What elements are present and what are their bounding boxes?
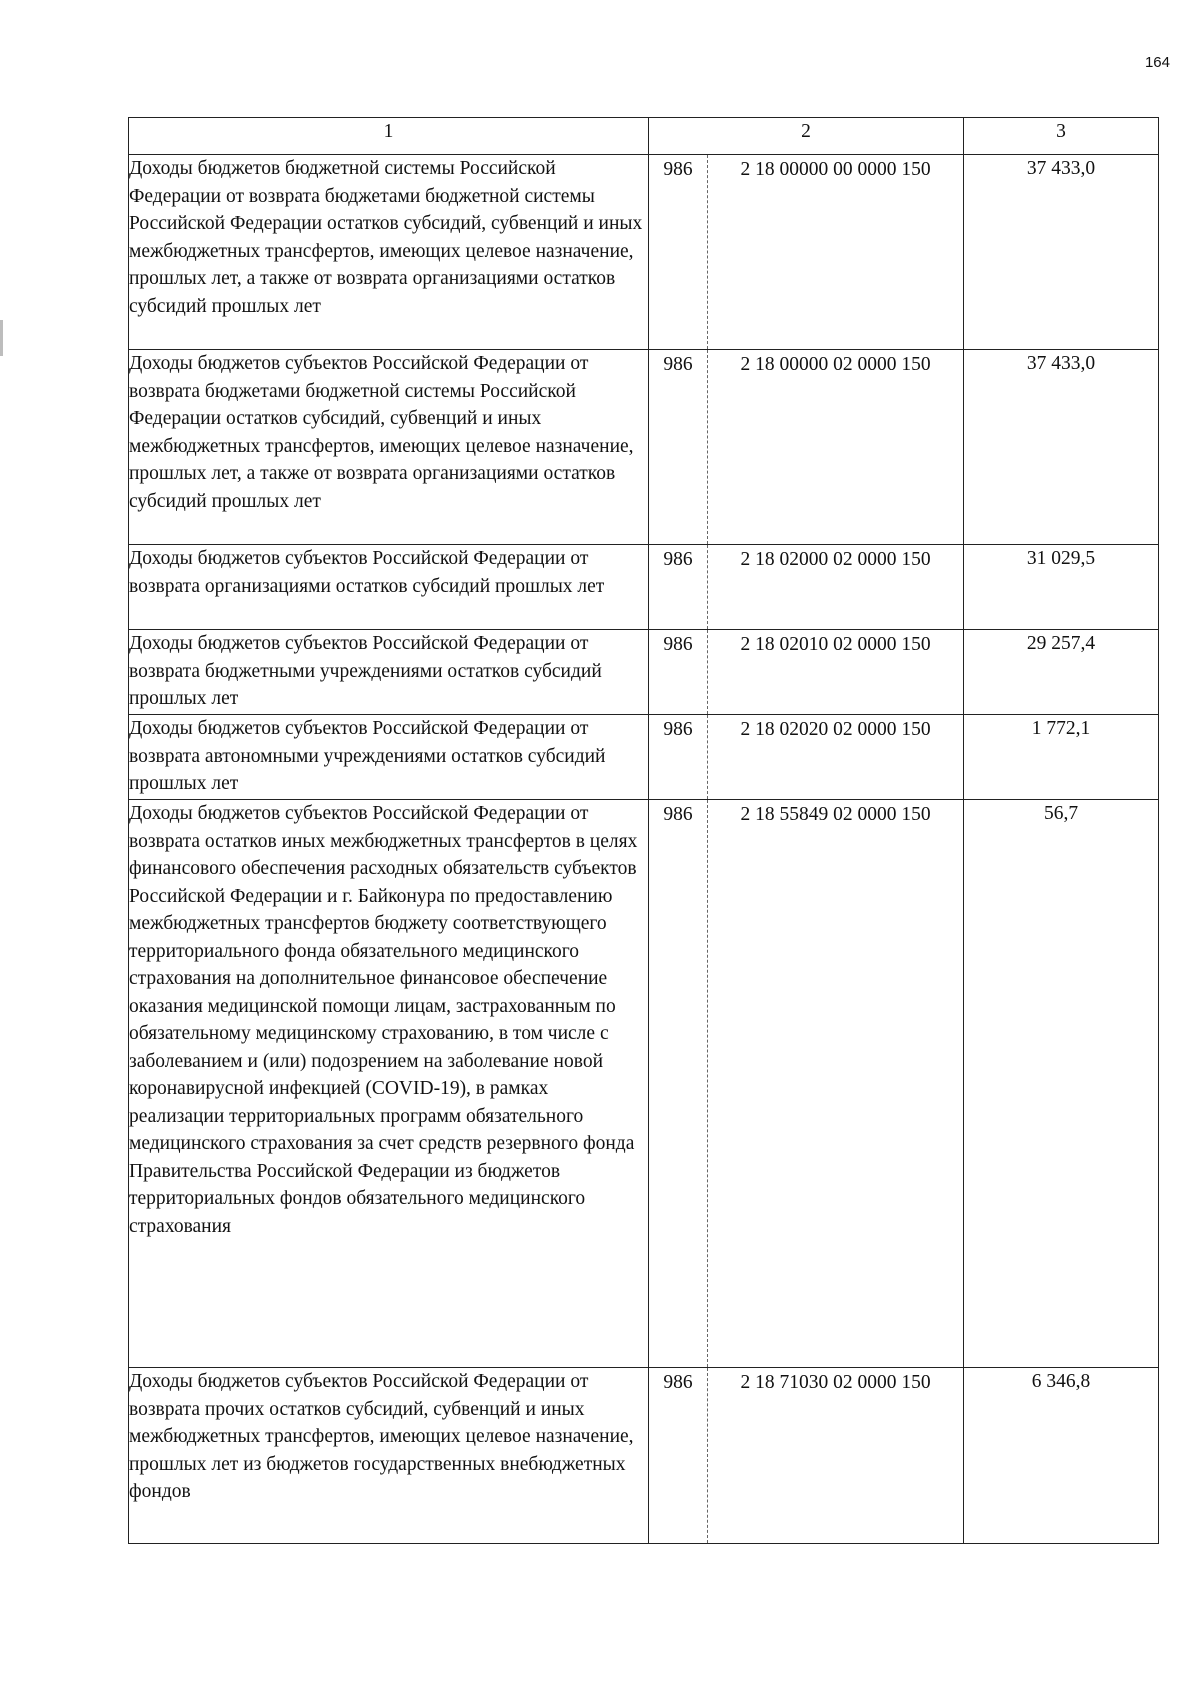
row-admin-code: 986 — [649, 1368, 708, 1543]
row-code-cell — [649, 1368, 964, 1544]
row-budget-code: 2 18 00000 02 0000 150 — [740, 354, 931, 375]
row-amount: 1 772,1 — [964, 715, 1159, 800]
scan-edge-mark — [0, 320, 3, 356]
row-description: Доходы бюджетов субъектов Российской Федерации от возврата организациями остатков субсидий прошлых лет — [129, 545, 649, 630]
row-admin-code: 986 — [649, 545, 708, 629]
row-admin-code: 986 — [649, 800, 708, 1367]
row-description: Доходы бюджетов субъектов Российской Федерации от возврата бюджетными учреждениями остатков субсидий прошлых лет — [129, 630, 649, 715]
row-description: Доходы бюджетов субъектов Российской Федерации от возврата бюджетами бюджетной системы Российской Федерации остатков субсидий, субвенций и иных межбюджетных трансфертов, имеющих целевое назначение, прошлых лет, а также от возврата организациями остатков субсидий прошлых лет — [129, 350, 649, 545]
row-amount: 56,7 — [964, 800, 1159, 1368]
row-budget-code: 2 18 00000 00 0000 150 — [740, 159, 931, 180]
row-description: Доходы бюджетов субъектов Российской Федерации от возврата прочих остатков субсидий, субвенций и иных межбюджетных трансфертов, имеющих целевое назначение, прошлых лет из бюджетов государственных внебюджетных фондов — [129, 1368, 649, 1544]
table-row — [129, 715, 1159, 800]
row-amount: 31 029,5 — [964, 545, 1159, 630]
row-budget-code: 2 18 71030 02 0000 150 — [740, 1372, 931, 1393]
row-code-cell — [649, 715, 964, 800]
column-header-1: 1 — [129, 118, 649, 155]
row-admin-code: 986 — [649, 715, 708, 799]
row-description: Доходы бюджетов бюджетной системы Российской Федерации от возврата бюджетами бюджетной системы Российской Федерации остатков субсидий, субвенций и иных межбюджетных трансфертов, имеющих целевое назначение, прошлых лет, а также от возврата организациями остатков субсидий прошлых лет — [129, 155, 649, 350]
row-budget-code: 2 18 02010 02 0000 150 — [740, 634, 931, 655]
table-row — [129, 1368, 1159, 1544]
row-budget-code: 2 18 55849 02 0000 150 — [740, 804, 931, 825]
row-code-cell — [649, 800, 964, 1368]
row-description: Доходы бюджетов субъектов Российской Федерации от возврата остатков иных межбюджетных трансфертов в целях финансового обеспечения расходных обязательств субъектов Российской Федерации и г. Байконура по предоставлению межбюджетных трансфертов бюджету соответствующего территориального фонда обязательного медицинского страхования на дополнительное финансовое обеспечение оказания медицинской помощи лицам, застрахованным по обязательному медицинскому страхованию, в том числе с заболеванием и (или) подозрением на заболевание новой коронавирусной инфекцией (COVID-19), в рамках реализации территориальных программ обязательного медицинского страхования за счет средств резервного фонда Правительства Российской Федерации из бюджетов территориальных фондов обязательного медицинского страхования — [129, 800, 649, 1368]
row-description: Доходы бюджетов субъектов Российской Федерации от возврата автономными учреждениями остатков субсидий прошлых лет — [129, 715, 649, 800]
row-amount: 37 433,0 — [964, 155, 1159, 350]
table-row — [129, 630, 1159, 715]
table-row — [129, 350, 1159, 545]
row-code-cell — [649, 630, 964, 715]
row-amount: 29 257,4 — [964, 630, 1159, 715]
row-code-cell — [649, 545, 964, 630]
column-header-2: 2 — [649, 118, 964, 155]
table-row — [129, 545, 1159, 630]
table-row — [129, 800, 1159, 1368]
page-number: 164 — [1144, 54, 1170, 71]
row-admin-code: 986 — [649, 350, 708, 544]
column-header-3: 3 — [964, 118, 1159, 155]
row-amount: 37 433,0 — [964, 350, 1159, 545]
row-admin-code: 986 — [649, 630, 708, 714]
row-code-cell — [649, 350, 964, 545]
row-budget-code: 2 18 02020 02 0000 150 — [740, 719, 931, 740]
row-amount: 6 346,8 — [964, 1368, 1159, 1544]
row-budget-code: 2 18 02000 02 0000 150 — [740, 549, 931, 570]
table-row — [129, 155, 1159, 350]
budget-revenue-table — [128, 117, 1159, 1544]
row-admin-code: 986 — [649, 155, 708, 349]
table-header-row — [129, 118, 1159, 155]
row-code-cell — [649, 155, 964, 350]
